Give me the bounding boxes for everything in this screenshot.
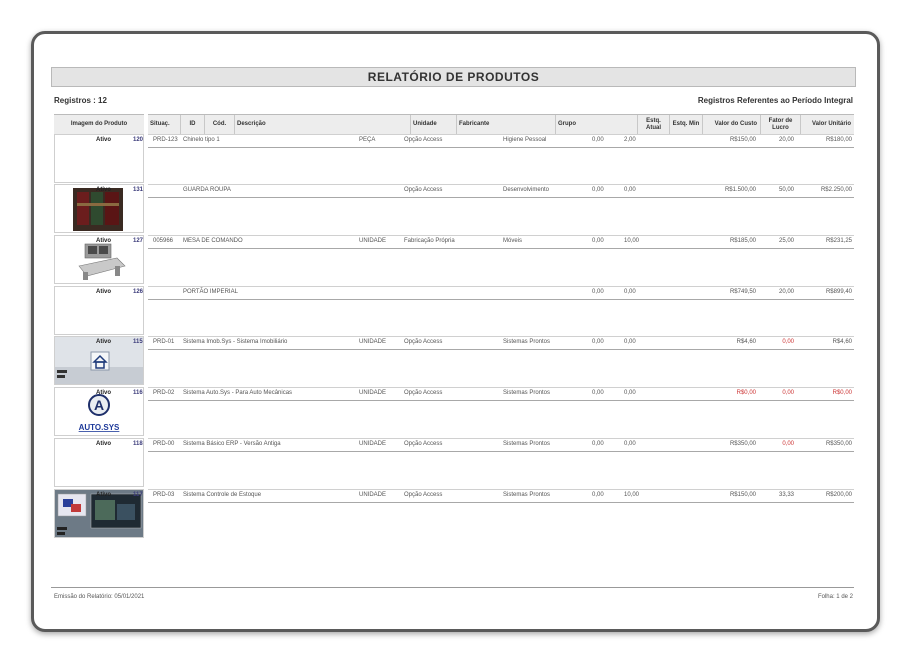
cell-estq-min: 0,00 [624, 289, 636, 295]
table-row [54, 387, 854, 437]
cell-descricao: Sistema Imob.Sys - Sistema Imobiliário [183, 339, 288, 345]
emission-date: Emissão do Relatório: 05/01/2021 [54, 594, 145, 600]
col-estq-atual: Estq. Atual [637, 115, 669, 134]
table-row [54, 438, 854, 488]
cell-descricao: GUARDA ROUPA [183, 187, 231, 193]
col-estq-min: Estq. Min [669, 115, 702, 134]
cell-estq-min: 2,00 [624, 137, 636, 143]
cell-situac: Ativo [96, 390, 111, 396]
page-number: Folha: 1 de 2 [817, 594, 853, 600]
row-divider [148, 400, 854, 401]
cell-estq-atual: 0,00 [592, 339, 604, 345]
cell-id: 120 [133, 137, 144, 143]
cell-valor-custo: R$350,00 [729, 441, 756, 447]
cell-fator-lucro: 20,00 [778, 137, 794, 143]
cell-cod: PRD-123 [153, 137, 178, 143]
cell-unidade: UNIDADE [359, 390, 387, 396]
cell-estq-atual: 0,00 [592, 492, 604, 498]
cell-estq-atual: 0,00 [592, 441, 604, 447]
row-top-border [148, 184, 854, 185]
cell-estq-min: 10,00 [624, 492, 640, 498]
cell-descricao: Sistema Auto.Sys - Para Auto Mecânicas [183, 390, 293, 396]
row-top-border [148, 438, 854, 439]
cell-fabricante: Opção Access [404, 492, 443, 498]
cell-id: 116 [133, 390, 143, 396]
cell-fator-lucro: 0,00 [782, 390, 794, 396]
cell-id: 118 [133, 441, 143, 447]
cell-cod: PRD-03 [153, 492, 175, 498]
col-unidade: Unidade [410, 115, 456, 134]
cell-fator-lucro: 20,00 [778, 289, 794, 295]
row-top-border [148, 336, 854, 337]
cell-descricao: Chinelo tipo 1 [183, 137, 220, 143]
cell-estq-atual: 0,00 [592, 390, 604, 396]
cell-grupo: Sistemas Prontos [503, 390, 551, 396]
cell-fator-lucro: 0,00 [782, 339, 794, 345]
row-divider [148, 349, 854, 350]
row-top-border [148, 489, 854, 490]
cell-grupo: Sistemas Prontos [503, 492, 551, 498]
cell-fator-lucro: 50,00 [778, 187, 794, 193]
cell-situac: Ativo [96, 492, 111, 498]
cell-unidade: UNIDADE [359, 238, 387, 244]
cell-fabricante: Fabricação Própria [404, 238, 455, 244]
cell-fabricante: Opção Access [404, 441, 443, 447]
cell-unidade: UNIDADE [359, 441, 387, 447]
cell-cod: PRD-01 [153, 339, 175, 345]
cell-situac: Ativo [96, 339, 111, 345]
cell-estq-atual: 0,00 [592, 289, 604, 295]
cell-estq-min: 0,00 [624, 339, 636, 345]
col-grupo: Grupo [555, 115, 637, 134]
cell-valor-unitario: R$0,00 [832, 390, 852, 396]
cell-id: 127 [133, 238, 144, 244]
cell-situac: Ativo [96, 238, 111, 244]
table-row [54, 184, 854, 234]
cell-fator-lucro: 33,33 [778, 492, 794, 498]
cell-valor-custo: R$150,00 [729, 492, 756, 498]
records-count: Registros : 12 [54, 96, 107, 105]
col-fabricante: Fabricante [456, 115, 555, 134]
cell-valor-custo: R$150,00 [729, 137, 756, 143]
cell-valor-custo: R$0,00 [736, 390, 756, 396]
row-divider [148, 248, 854, 249]
cell-valor-unitario: R$899,40 [825, 289, 852, 295]
cell-valor-unitario: R$2.250,00 [820, 187, 852, 193]
cell-fator-lucro: 0,00 [782, 441, 794, 447]
col-id: ID [180, 115, 204, 134]
cell-valor-unitario: R$200,00 [825, 492, 852, 498]
cell-situac: Ativo [96, 289, 111, 295]
row-divider [148, 299, 854, 300]
cell-id: 131 [133, 187, 144, 193]
cell-valor-custo: R$185,00 [729, 238, 756, 244]
cell-estq-atual: 0,00 [592, 137, 604, 143]
auto-sys-logo-text: AUTO.SYS [78, 423, 120, 432]
cell-id: 117 [133, 492, 143, 498]
cell-valor-custo: R$4,60 [736, 339, 756, 345]
cell-grupo: Móveis [503, 238, 523, 244]
table-row [54, 489, 854, 539]
cell-situac: Ativo [96, 187, 111, 193]
cell-fabricante: Opção Access [404, 137, 443, 143]
cell-cod: PRD-02 [153, 390, 175, 396]
svg-text:A: A [93, 397, 105, 413]
cell-descricao: MESA DE COMANDO [183, 238, 243, 244]
cell-estq-min: 0,00 [624, 441, 636, 447]
cell-fabricante: Opção Access [404, 187, 443, 193]
header-image-column [54, 114, 144, 135]
cell-estq-min: 10,00 [624, 238, 640, 244]
row-top-border [148, 134, 854, 135]
period-label: Registros Referentes ao Período Integral [697, 96, 853, 105]
cell-estq-min: 0,00 [624, 187, 636, 193]
row-top-border [148, 235, 854, 236]
col-situac: Situaç. [150, 121, 170, 127]
cell-estq-atual: 0,00 [592, 187, 604, 193]
row-divider [148, 502, 854, 503]
cell-valor-unitario: R$231,25 [825, 238, 852, 244]
cell-fator-lucro: 25,00 [778, 238, 794, 244]
cell-cod: 005966 [153, 238, 174, 244]
table-row [54, 235, 854, 285]
table-row [54, 286, 854, 336]
cell-descricao: Sistema Básico ERP - Versão Antiga [183, 441, 281, 447]
table-row [54, 336, 854, 386]
cell-valor-unitario: R$180,00 [825, 137, 852, 143]
cell-fabricante: Opção Access [404, 339, 443, 345]
col-valor-unitario: Valor Unitário [800, 115, 854, 134]
col-valor-custo: Valor do Custo [702, 115, 760, 134]
cell-grupo: Desenvolvimento [503, 187, 550, 193]
cell-unidade: PEÇA [359, 137, 376, 143]
cell-situac: Ativo [96, 137, 111, 143]
row-divider [148, 197, 854, 198]
cell-valor-unitario: R$350,00 [825, 441, 852, 447]
footer-divider [51, 587, 854, 588]
cell-valor-custo: R$749,50 [729, 289, 756, 295]
cell-id: 115 [133, 339, 143, 345]
cell-unidade: UNIDADE [359, 492, 387, 498]
report-title: RELATÓRIO DE PRODUTOS [51, 67, 856, 87]
row-top-border [148, 286, 854, 287]
cell-cod: PRD-00 [153, 441, 175, 447]
table-row [54, 134, 854, 184]
cell-estq-min: 0,00 [624, 390, 636, 396]
cell-grupo: Higiene Pessoal [503, 137, 547, 143]
cell-fabricante: Opção Access [404, 390, 443, 396]
cell-valor-unitario: R$4,60 [832, 339, 852, 345]
row-divider [148, 147, 854, 148]
col-descricao: Descrição [234, 115, 410, 134]
cell-grupo: Sistemas Prontos [503, 441, 551, 447]
cell-grupo: Sistemas Prontos [503, 339, 551, 345]
cell-valor-custo: R$1.500,00 [724, 187, 756, 193]
cell-id: 126 [133, 289, 144, 295]
col-fator-lucro: Fator de Lucro [760, 115, 800, 134]
cell-estq-atual: 0,00 [592, 238, 604, 244]
col-cod: Cód. [204, 115, 234, 134]
table-header [148, 114, 854, 135]
cell-unidade: UNIDADE [359, 339, 387, 345]
cell-situac: Ativo [96, 441, 111, 447]
row-divider [148, 451, 854, 452]
col-imagem: Imagem do Produto [70, 121, 128, 127]
cell-descricao: PORTÃO IMPERIAL [183, 289, 238, 295]
cell-descricao: Sistema Controle de Estoque [183, 492, 262, 498]
row-top-border [148, 387, 854, 388]
